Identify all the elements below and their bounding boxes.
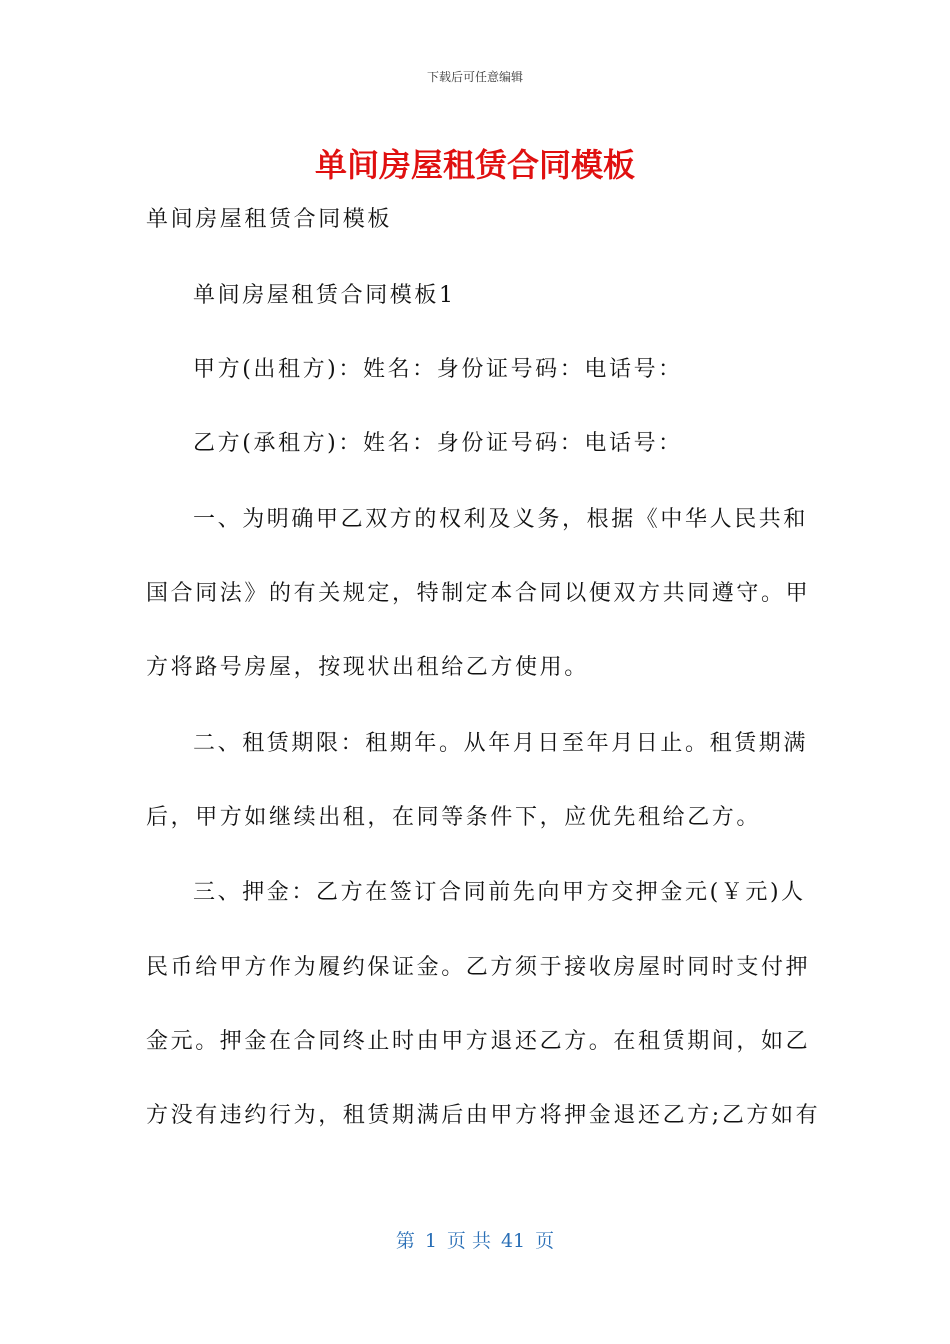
- header-note: 下载后可任意编辑: [426, 70, 523, 84]
- footer-total-pages: 41: [500, 1230, 526, 1252]
- footer-prefix: 第: [395, 1230, 415, 1252]
- paragraph-line: 甲方(出租方)：姓名：身份证号码：电话号：: [193, 357, 683, 382]
- paragraph-line: 方将路号房屋，按现状出租给乙方使用。: [146, 655, 589, 680]
- page-footer: [0, 1226, 950, 1253]
- paragraph-line: 三、押金：乙方在签订合同前先向甲方交押金元(￥元)人: [193, 880, 806, 905]
- paragraph-line: 方没有违约行为，租赁期满后由甲方将押金退还乙方;乙方如有: [146, 1103, 821, 1128]
- paragraph-line: 国合同法》的有关规定，特制定本合同以便双方共同遵守。甲: [146, 581, 811, 606]
- paragraph-line: 乙方(承租方)：姓名：身份证号码：电话号：: [193, 431, 683, 456]
- paragraph-line: 一、为明确甲乙双方的权利及义务，根据《中华人民共和: [193, 507, 809, 532]
- footer-suffix: 页: [535, 1230, 555, 1252]
- paragraph-line: 单间房屋租赁合同模板1: [193, 283, 456, 308]
- paragraph-line: 金元。押金在合同终止时由甲方退还乙方。在租赁期间，如乙: [146, 1029, 811, 1054]
- footer-middle: 页 共: [446, 1230, 491, 1252]
- subtitle-line: 单间房屋租赁合同模板: [146, 207, 393, 232]
- document-title: 单间房屋租赁合同模板: [314, 146, 635, 184]
- paragraph-line: 后，甲方如继续出租，在同等条件下，应优先租给乙方。: [146, 805, 762, 830]
- paragraph-line: 民币给甲方作为履约保证金。乙方须于接收房屋时同时支付押: [146, 955, 811, 980]
- paragraph-line: 二、租赁期限：租期年。从年月日至年月日止。租赁期满: [193, 731, 809, 756]
- footer-page-number: 1: [424, 1230, 437, 1252]
